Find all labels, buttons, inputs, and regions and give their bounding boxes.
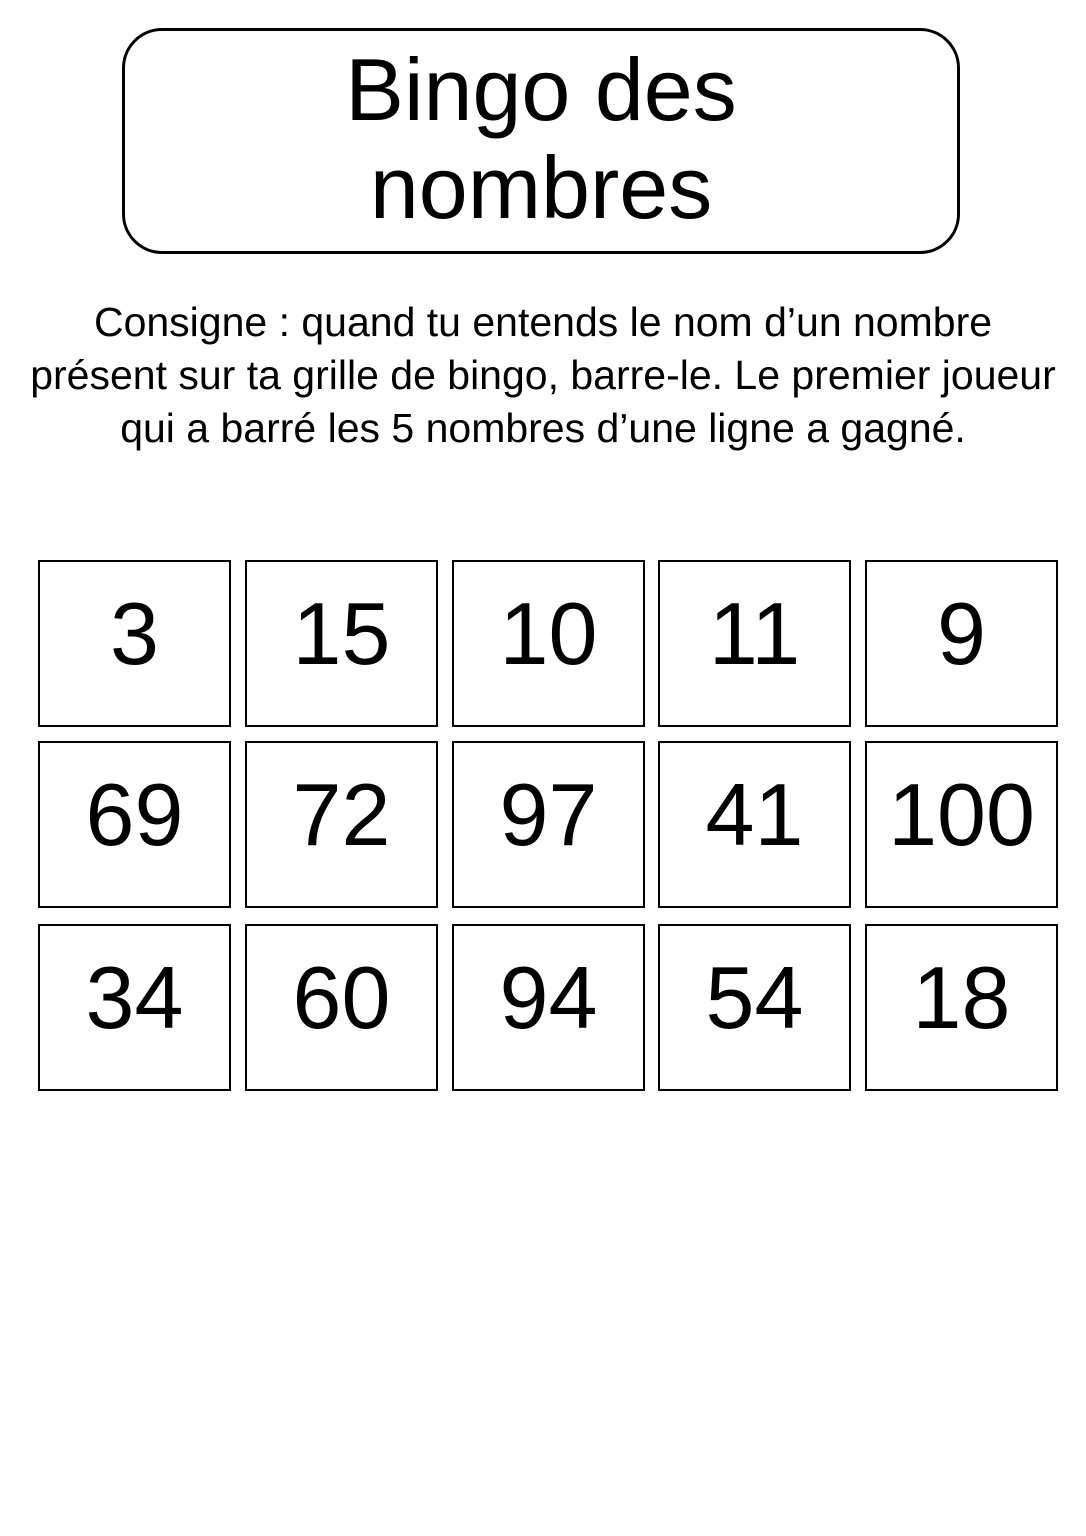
bingo-cell[interactable]: 100 [865,741,1058,908]
bingo-cell[interactable]: 54 [658,924,851,1091]
bingo-cell[interactable]: 60 [245,924,438,1091]
title-box [122,28,960,254]
bingo-cell[interactable]: 97 [452,741,645,908]
bingo-row-3 [38,924,1058,1090]
bingo-cell[interactable]: 3 [38,560,231,727]
bingo-cell[interactable]: 11 [658,560,851,727]
bingo-cell[interactable]: 69 [38,741,231,908]
bingo-cell[interactable]: 34 [38,924,231,1091]
bingo-cell[interactable]: 15 [245,560,438,727]
bingo-cell[interactable]: 94 [452,924,645,1091]
page-title: Bingo des nombres [345,40,737,237]
bingo-cell[interactable]: 18 [865,924,1058,1091]
bingo-cell[interactable]: 41 [658,741,851,908]
instructions-text: Consigne : quand tu entends le nom d’un nombre présent sur ta grille de bingo, barre-le. Le premier joueur qui a barré les 5 nombres d’une ligne a gagné. [30,299,1056,451]
bingo-cell[interactable]: 10 [452,560,645,727]
bingo-cell[interactable]: 72 [245,741,438,908]
bingo-cell[interactable]: 9 [865,560,1058,727]
bingo-row-2 [38,741,1058,907]
bingo-row-1 [38,560,1058,726]
